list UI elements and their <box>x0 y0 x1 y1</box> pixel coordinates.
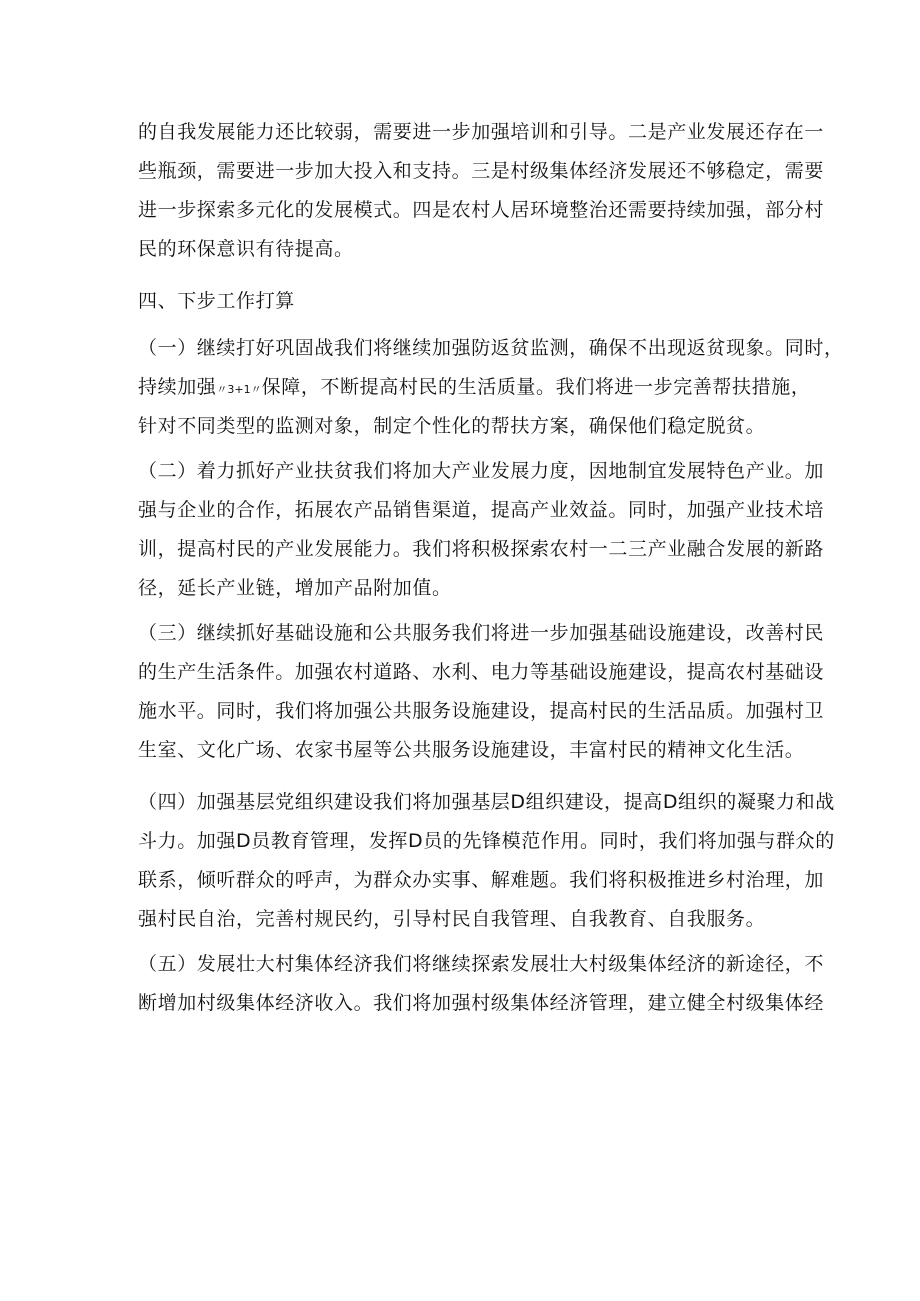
text-line: 断增加村级集体经济收入。我们将加强村级集体经济管理，建立健全村级集体经 <box>138 992 825 1014</box>
text-line: 生室、文化广场、农家书屋等公共服务设施建设，丰富村民的精神文化生活。 <box>138 739 805 761</box>
paragraph-problems <box>138 113 825 269</box>
text-line: 针对不同类型的监测对象，制定个性化的帮扶方案，确保他们稳定脱贫。 <box>138 415 766 437</box>
text-line: （四）加强基层党组织建设我们将加强基层D组织建设，提高D组织的凝聚力和战 <box>138 791 835 813</box>
text-line: 些瓶颈，需要进一步加大投入和支持。三是村级集体经济发展还不够稳定，需要 <box>138 160 825 182</box>
paragraph-item-3 <box>138 614 825 770</box>
section-heading: 四、下步工作打算 <box>138 290 295 312</box>
text-line: 进一步探索多元化的发展模式。四是农村人居环境整治还需要持续加强，部分村 <box>138 199 825 221</box>
paragraph-item-1 <box>138 329 844 446</box>
text-line: 斗力。加强D员教育管理，发挥D员的先锋模范作用。同时，我们将加强与群众的 <box>138 830 835 852</box>
text-line: 的生产生活条件。加强农村道路、水利、电力等基础设施建设，提高农村基础设 <box>138 661 825 683</box>
paragraph-item-2 <box>138 452 825 608</box>
text-line: （一）继续打好巩固战我们将继续加强防返贫监测，确保不出现返贫现象。同时， <box>138 337 844 359</box>
text-segment: 保障，不断提高村民的生活质量。我们将进一步完善帮扶措施， <box>261 376 811 398</box>
paragraph-item-4 <box>138 783 835 939</box>
text-segment: 持续加强 <box>138 376 217 398</box>
text-line: 训，提高村民的产业发展能力。我们将积极探索农村一二三产业融合发展的新路 <box>138 538 825 560</box>
text-line-mixed <box>138 368 811 407</box>
text-line: （三）继续抓好基础设施和公共服务我们将进一步加强基础设施建设，改善村民 <box>138 622 825 644</box>
text-line: 强与企业的合作，拓展农产品销售渠道，提高产业效益。同时，加强产业技术培 <box>138 499 825 521</box>
text-line: 民的环保意识有待提高。 <box>138 238 354 260</box>
text-line: 联系，倾听群众的呼声，为群众办实事、解难题。我们将积极推进乡村治理，加 <box>138 869 825 891</box>
text-line: （五）发展壮大村集体经济我们将继续探索发展壮大村级集体经济的新途径，不 <box>138 953 825 975</box>
paragraph-item-5 <box>138 945 825 1023</box>
text-line: 的自我发展能力还比较弱，需要进一步加强培训和引导。二是产业发展还存在一 <box>138 121 825 143</box>
text-line: （二）着力抓好产业扶贫我们将加大产业发展力度，因地制宜发展特色产业。加 <box>138 460 825 482</box>
text-line: 径，延长产业链，增加产品附加值。 <box>138 577 452 599</box>
document-body <box>138 113 844 1023</box>
quoted-term: 〃3+1〃 <box>216 383 262 396</box>
text-line: 强村民自治，完善村规民约，引导村民自我管理、自我教育、自我服务。 <box>138 908 766 930</box>
text-line: 施水平。同时，我们将加强公共服务设施建设，提高村民的生活品质。加强村卫 <box>138 700 825 722</box>
